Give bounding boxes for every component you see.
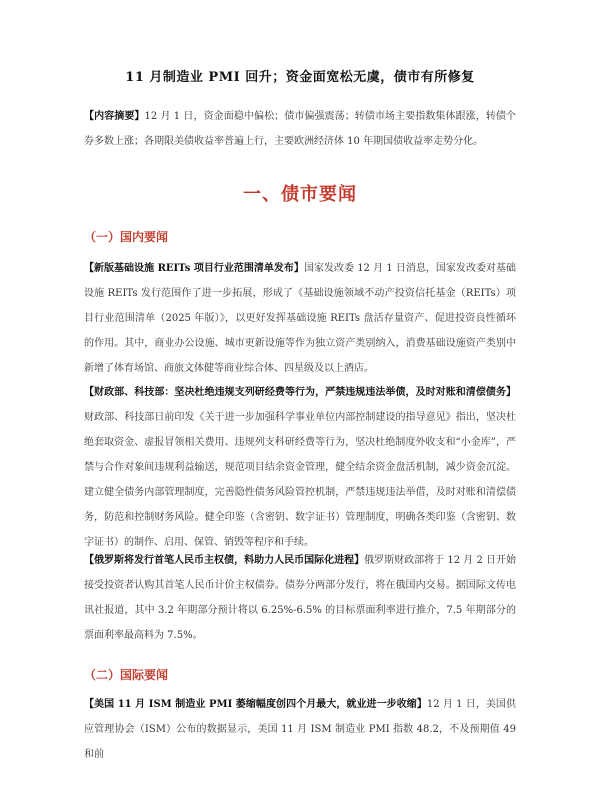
news-paragraph-reits xyxy=(84,256,516,381)
news-body: 俄罗斯财政部将于 12 月 2 日开始接受投资者认购其首笔人民币计价主权债券。债券分两部分发行，将在俄国内交易。据国际文传电讯社报道，其中 3.2 年期部分预计将以 6.25%-6.5% 的目标票面利率进行推介，7.5 年期部分的票面利率最高料为 7.5%。 xyxy=(84,555,516,641)
news-headline: 【美国 11 月 ISM 制造业 PMI 萎缩幅度创四个月最大，就业进一步收缩】 xyxy=(84,699,427,710)
document-title: 11 月制造业 PMI 回升；资金面宽松无虞，债市有所修复 xyxy=(125,70,475,85)
news-paragraph-russia-bond xyxy=(84,548,516,648)
news-headline: 【俄罗斯将发行首笔人民币主权债，料助力人民币国际化进程】 xyxy=(84,555,365,566)
news-headline: 【新版基础设施 REITs 项目行业范围清单发布】 xyxy=(84,263,304,274)
news-body: 财政部、科技部日前印发《关于进一步加强科学事业单位内部控制建设的指导意见》指出，坚决杜绝套取资金、虚报冒领相关费用、违规列支科研经费等行为，坚决杜绝制度外收支和“小金库”，严禁与合作对象间违规利益输送，规范项目结余资金管理，健全结余资金盘活机制，减少资金沉淀。建立健全债务内部管理制度，完善隐性债务风险管控机制，严禁违规违法举借，及时对账和清偿债务，防范和控制财务风险。健全印鉴（含密钥、数字证书）管理制度，明确各类印鉴（含密钥、数字证书）的制作、启用、保管、销毁等程序和手续。 xyxy=(84,412,516,548)
abstract-text: 12 月 1 日，资金面稳中偏松；债市偏强震荡；转债市场主要指数集体跟涨，转债个券多数上涨；各期限美债收益率普遍上行，主要欧洲经济体 10 年期国债收益率走势分化。 xyxy=(84,111,516,147)
news-paragraph-mof xyxy=(84,380,516,555)
subsection-title-domestic: （一）国内要闻 xyxy=(84,230,169,244)
news-headline: 【财政部、科技部：坚决杜绝违规支列研经费等行为，严禁违规违法举债，及时对账和清偿债务】 xyxy=(84,387,516,398)
news-body: 国家发改委 12 月 1 日消息，国家发改委对基础设施 REITs 发行范围作了进一步拓展，形成了《基础设施领域不动产投资信托基金（REITs）项目行业范围清单（2025 年版）》，以更好发挥基础设施 REITs 盘活存量资产、促进投资良性循环的作用。其中，商业办公设施、城市更新设施等作为独立资产类别纳入，消费基础设施资产类别中新增了体育场馆、商旅文体健等商业综合体、四星级及以上酒店。 xyxy=(84,263,516,374)
news-paragraph-ism xyxy=(84,692,516,767)
subsection-title-international: （二）国际要闻 xyxy=(84,668,169,682)
news-body: 12 月 1 日，美国供应管理协会（ISM）公布的数据显示，美国 11 月 ISM 制造业 PMI 指数 48.2，不及预期值 49 和前 xyxy=(84,699,516,760)
abstract xyxy=(84,104,516,154)
abstract-label: 【内容摘要】 xyxy=(84,111,145,122)
section-title-bond-news: 一、债市要闻 xyxy=(243,184,357,205)
